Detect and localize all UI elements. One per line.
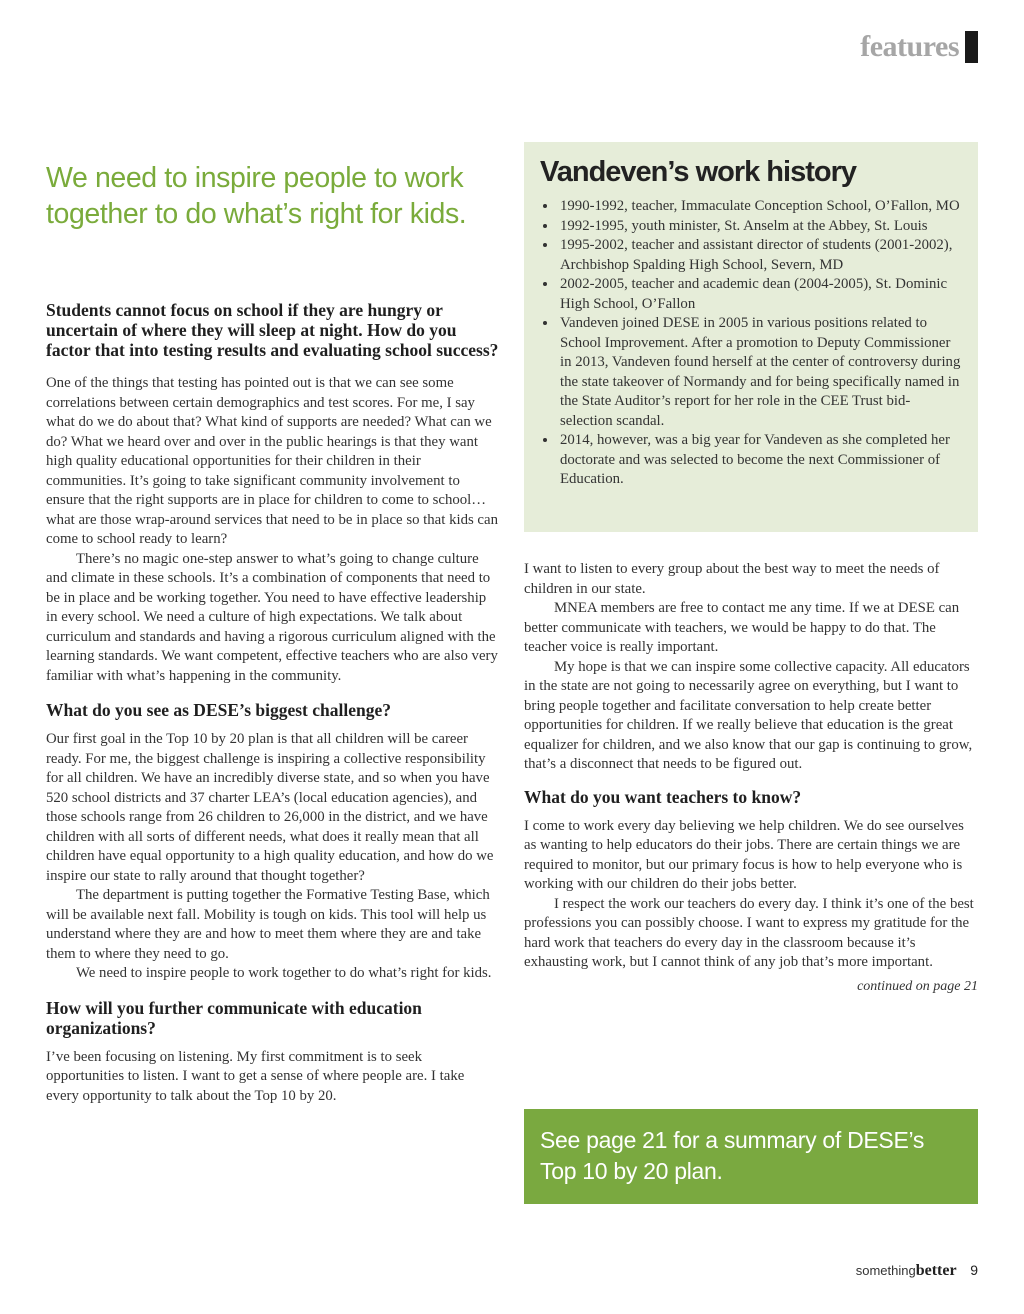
work-history-title: Vandeven’s work history [540,156,856,188]
answer-paragraph: MNEA members are free to contact me any time. If we at DESE can better communicate with teachers, we would be happy to do that. The teacher voice is really important. [524,600,960,655]
work-history-box [524,142,978,532]
section-tag [860,30,978,64]
answer-paragraph: One of the things that testing has pointed out is that we can see some correlations between certain demographics and test scores. For me, I say what do we do about that? What kind of supports are needed? What can we do? What we heard over and over in the public hearings is that they want high quality educational opportunities for their children in their communities. It’s going to take significant community involvement to ensure that the right supports are in place for children to come to school… what are those wrap-around services that need to be in place so that kids can come to school ready to learn? [46,375,498,547]
work-history-item: • Vandeven joined DESE in 2005 in various positions related to School Improvement. After a promotion to Deputy Commissioner in 2013, Vandeven found herself at the center of controversy during the state takeover of Normandy and for being specifically named in the State Auditor’s report for her role in the CEE Trust bid-selection scandal. [558,314,962,431]
page-number: 9 [970,1262,978,1278]
pull-quote: We need to inspire people to work together to do what’s right for kids. [46,162,467,230]
work-history-item: • 2014, however, was a big year for Vandeven as she completed her doctorate and was selected to become the next Commissioner of Education. [558,431,962,490]
callout-box [524,1109,978,1204]
question-heading: Students cannot focus on school if they are hungry or uncertain of where they will sleep at night. How do you factor that into testing results and evaluating school success? [46,300,499,360]
answer-paragraph: I respect the work our teachers do every day. I think it’s one of the best professions you can possibly choose. I want to express my gratitude for the hard work that teachers do every day in the classroom because it’s exhausting work, but I cannot think of any job that’s more important. [524,895,974,970]
work-history-item: • 1990-1992, teacher, Immaculate Conception School, O’Fallon, MO [558,197,962,217]
work-history-list [540,197,962,490]
left-column [46,160,500,1106]
publication-name-b: better [915,1262,957,1279]
question-heading: What do you see as DESE’s biggest challenge? [46,700,392,720]
work-history-item: • 2002-2005, teacher and academic dean (2004-2005), St. Dominic High School, O’Fallon [558,275,962,314]
answer-paragraph: The department is putting together the Formative Testing Base, which will be available next fall. Mobility is tough on kids. This tool will help us understand where they are and how to meet them where they are and take them to where they need to go. [46,887,490,962]
work-history-item: • 1995-2002, teacher and assistant director of students (2001-2002), Archbishop Spalding High School, Severn, MD [558,236,962,275]
answer-paragraph: Our first goal in the Top 10 by 20 plan is that all children will be career ready. For me, the biggest challenge is inspiring a collective responsibility for all children. We have an incredibly diverse state, and so when you have 520 school districts and 37 charter LEA’s (local education agencies), and those schools range from 26 children to 26,000 in the district, and we have children with all sorts of different needs, what does it really mean that all children have equal opportunity to a high quality education, and how do we inspire our state to rally around that thought together? [46,731,494,884]
answer-paragraph: I’ve been focusing on listening. My first commitment is to seek opportunities to listen. I want to get a sense of where people are. I take every opportunity to talk about the Top 10 by 20. [46,1048,465,1104]
section-bar [965,31,978,63]
continued-note: continued on page 21 [857,978,978,994]
question-heading: What do you want teachers to know? [524,786,802,807]
publication-name-a: something [855,1263,916,1278]
answer-paragraph: There’s no magic one-step answer to what’s going to change culture and climate in these schools. It’s a combination of components that need to be in place and be working together. You need to have effective leadership in every school. We need a culture of high expectations. We talk about curriculum and standards and having a rigorous curriculum aligned with the learning standards. We want competent, effective teachers who are also very familiar with what’s happening in the community. [46,550,498,684]
right-column [524,560,978,995]
work-history-item: • 1992-1995, youth minister, St. Anselm at the Abbey, St. Louis [558,217,962,237]
page-footer [856,1262,978,1280]
section-label: features [860,30,959,63]
answer-paragraph: I come to work every day believing we help children. We do see ourselves as wanting to help educators do their jobs. There are certain things we are required to monitor, but our primary focus is how to help everyone who is working with our children do their jobs better. [524,817,964,892]
answer-paragraph: We need to inspire people to work together to do what’s right for kids. [76,965,492,981]
question-heading: How will you further communicate with education organizations? [46,997,422,1038]
answer-paragraph: My hope is that we can inspire some collective capacity. All educators in the state are not going to necessarily agree on everything, but I want to bring people together and facilitate conversation to help create better opportunities for children. If we really believe that education is the great equalizer for children, and we also know that our gap is continuing to grow, that’s a disconnect that needs to be figured out. [524,658,973,772]
callout-text: See page 21 for a summary of DESE’s Top 10 by 20 plan. [540,1127,925,1184]
answer-paragraph: I want to listen to every group about the best way to meet the needs of children in our state. [524,561,940,597]
